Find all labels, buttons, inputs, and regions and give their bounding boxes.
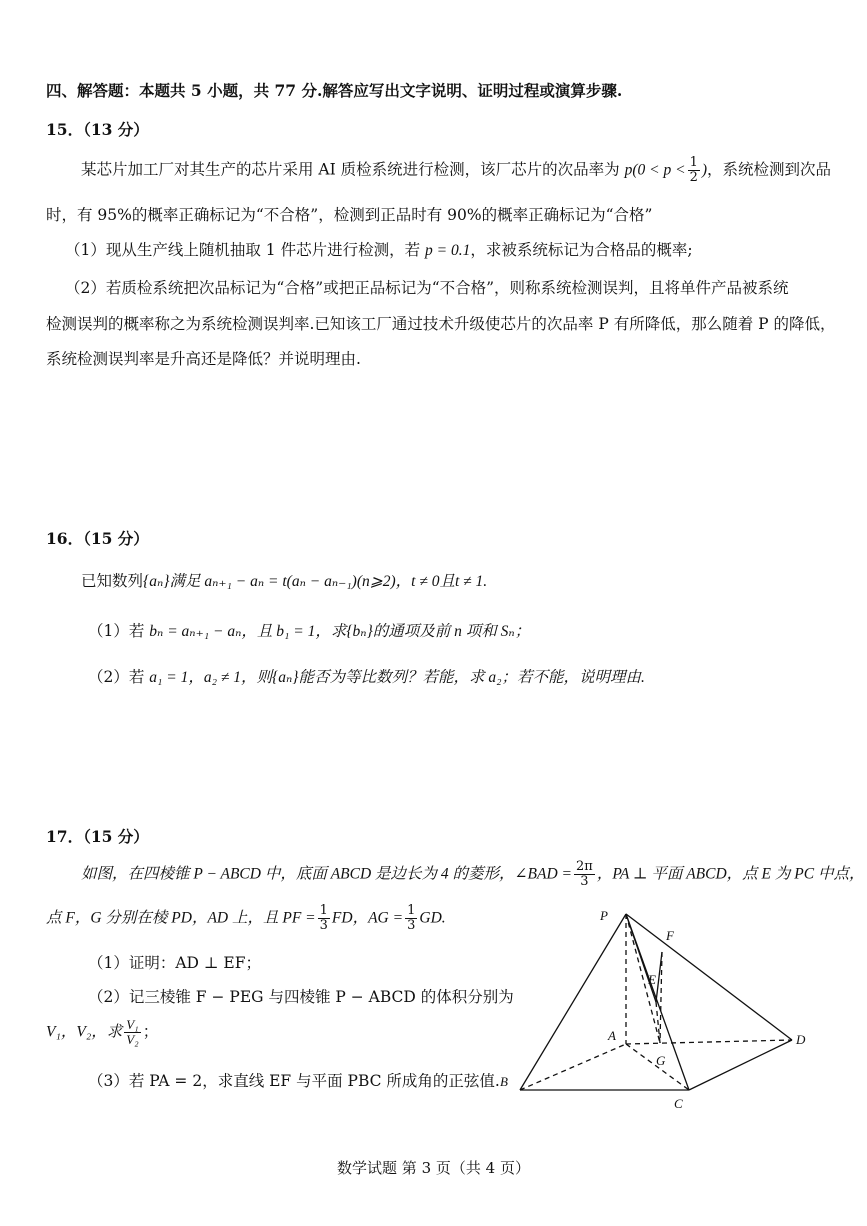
q16-number: 16．（15 分） xyxy=(46,529,149,548)
section-heading: 四、解答题：本题共 5 小题，共 77 分.解答应写出文字说明、证明过程或演算步骤. xyxy=(46,81,623,100)
edge-pe xyxy=(626,914,656,1002)
edge-ad-hidden xyxy=(626,1040,792,1044)
q17-part1: （1）证明：AD ⊥ EF； xyxy=(88,954,261,972)
fraction-third-1: $\frac{1}{3}$ xyxy=(319,903,328,933)
q15-part1: （1）现从生产线上随机抽取 1 件芯片进行检测，若 p = 0.1，求被系统标记为合格品的概率; xyxy=(65,241,693,259)
label-a: A xyxy=(608,1028,616,1043)
q17-number: 17．（15 分） xyxy=(46,827,149,846)
label-g: G xyxy=(656,1053,666,1068)
q16-part1: （1）若 bₙ = aₙ₊₁ − aₙ，且 b₁ = 1，求{bₙ}的通项及前 n 项和 Sₙ； xyxy=(88,622,531,640)
fraction-volume-ratio: $\frac{\text{V₁}}{\text{V₂}}$ xyxy=(126,1017,139,1047)
q15-part2-line1: （2）若质检系统把次品标记为“合格”或把正品标记为“不合格”，则称系统检测误判，且将单件产品被系统 xyxy=(65,279,789,297)
edge-cd xyxy=(689,1040,792,1090)
label-c: C xyxy=(674,1096,683,1111)
fraction-half: $\frac{1}{2}$ xyxy=(689,155,698,185)
q17-part3: （3）若 PA = 2，求直线 EF 与平面 PBC 所成角的正弦值. xyxy=(88,1072,500,1090)
q16-part2: （2）若 a₁ = 1，a₂ ≠ 1，则{aₙ}能否为等比数列？若能，求 a₂；若不能，说明理由. xyxy=(88,668,645,686)
q15-intro-line1: 某芯片加工厂对其生产的芯片采用 AI 质检系统进行检测，该厂芯片的次品率为 p(0 < p < $\frac{1}{2}$ )，系统检测到次品 xyxy=(81,155,832,185)
page-footer: 数学试题 第 3 页（共 4 页） xyxy=(337,1159,530,1177)
label-d: D xyxy=(796,1032,806,1047)
q17-line2: 点 F，G 分别在棱 PD，AD 上，且 PF = $\frac{1}{3}$ FD，AG = $\frac{1}{3}$ GD. xyxy=(46,903,446,933)
q17-part2-line2: V₁，V₂，求 $\frac{\text{V₁}}{\text{V₂}}$ ； xyxy=(46,1017,159,1047)
q15-number: 15．（13 分） xyxy=(46,120,149,139)
fraction-angle: $\frac{2\pi}{3}$ xyxy=(576,859,593,889)
q16-statement: 已知数列{aₙ}满足 aₙ₊₁ − aₙ = t(aₙ − aₙ₋₁)(n⩾2)，t ≠ 0且t ≠ 1. xyxy=(81,572,488,590)
label-e: E xyxy=(648,972,656,987)
pyramid-figure xyxy=(492,906,822,1116)
q15-part2-line3: 系统检测误判率是升高还是降低？并说明理由. xyxy=(46,350,361,368)
fraction-third-2: $\frac{1}{3}$ xyxy=(407,903,416,933)
q17-part2-line1: （2）记三棱锥 F − PEG 与四棱锥 P − ABCD 的体积分别为 xyxy=(88,988,514,1006)
label-b: B xyxy=(500,1074,508,1089)
edge-fe xyxy=(656,952,662,1002)
label-p: P xyxy=(600,908,608,923)
label-f: F xyxy=(666,928,674,943)
edge-ba-hidden xyxy=(520,1044,626,1090)
q15-part2-line2: 检测误判的概率称之为系统检测误判率.已知该工厂通过技术升级使芯片的次品率 P 有所降低，那么随着 P 的降低， xyxy=(46,315,836,333)
edge-pb xyxy=(520,914,626,1090)
q17-line1: 如图，在四棱锥 P − ABCD 中，底面 ABCD 是边长为 4 的菱形，∠BAD = $\frac{2\pi}{3}$ ，PA ⊥ 平面 ABCD，点 E 为 PC 中点， xyxy=(81,859,865,889)
q15-intro-line2: 时，有 95%的概率正确标记为“不合格”，检测到正品时有 90%的概率正确标记为“合格” xyxy=(46,206,653,224)
